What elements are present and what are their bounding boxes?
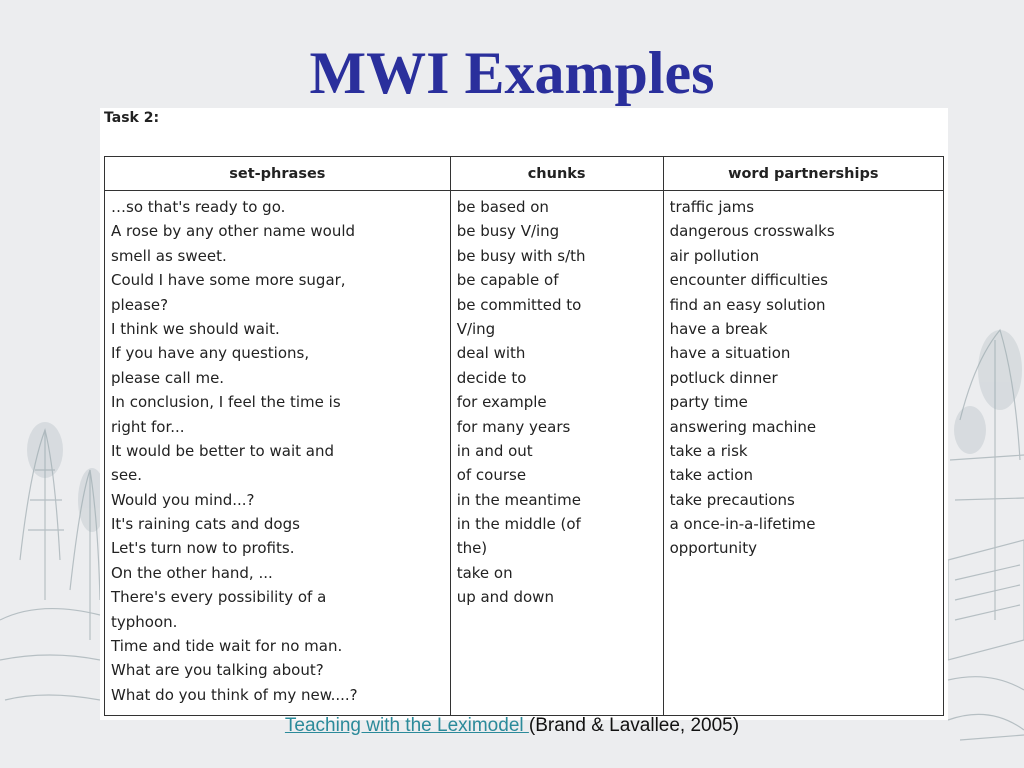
list-item: dangerous crosswalks — [669, 222, 835, 241]
list-item: of course — [456, 466, 527, 485]
list-item: take precautions — [669, 490, 795, 509]
list-item: be busy V/ing — [456, 222, 560, 241]
list-item: in the meantime — [456, 490, 581, 509]
set-phrases-cell — [105, 191, 451, 716]
list-item: potluck dinner — [669, 368, 778, 387]
list-item: answering machine — [669, 417, 817, 436]
list-item: up and down — [456, 588, 554, 607]
list-item: have a situation — [669, 344, 791, 363]
list-item: be committed to — [456, 295, 582, 314]
list-item: Would you mind...? — [111, 490, 255, 509]
list-item: It's raining cats and dogs — [111, 515, 300, 534]
list-item: It would be better to wait and — [111, 441, 335, 460]
list-item: take action — [669, 466, 753, 485]
word-partnerships-cell — [663, 191, 943, 716]
citation-reference: (Brand & Lavallee, 2005) — [528, 715, 740, 736]
list-item: right for... — [111, 417, 185, 436]
list-item: take a risk — [669, 441, 748, 460]
list-item: opportunity — [669, 539, 757, 558]
column-header-chunks: chunks — [450, 157, 663, 191]
task-image-panel — [100, 108, 948, 720]
chunks-cell — [450, 191, 663, 716]
task-label: Task 2: — [104, 110, 160, 126]
list-item: be based on — [456, 198, 549, 216]
list-item: be capable of — [456, 271, 559, 290]
mwi-examples-table — [104, 156, 944, 716]
list-item: see. — [111, 466, 143, 485]
leximodel-link[interactable]: Teaching with the Leximodel — [284, 715, 529, 736]
column-header-word-partnerships: word partnerships — [663, 157, 943, 191]
list-item: be busy with s/th — [456, 246, 586, 265]
list-item: air pollution — [669, 246, 760, 265]
list-item: traffic jams — [669, 198, 755, 216]
list-item: Could I have some more sugar, — [111, 271, 346, 290]
list-item: Let's turn now to profits. — [111, 539, 295, 558]
citation — [0, 715, 1024, 737]
list-item: a once-in-a-lifetime — [669, 515, 816, 534]
list-item: V/ing — [456, 319, 496, 338]
list-item: deal with — [456, 344, 526, 363]
list-item: There's every possibility of a — [111, 588, 327, 607]
list-item: If you have any questions, — [111, 344, 310, 363]
list-item: What do you think of my new....? — [111, 685, 358, 704]
list-item: please call me. — [111, 368, 225, 387]
list-item: …so that's ready to go. — [111, 198, 286, 216]
list-item: decide to — [456, 368, 527, 387]
list-item: Time and tide wait for no man. — [111, 637, 343, 656]
list-item: in the middle (of — [456, 515, 581, 534]
list-item: for example — [456, 393, 547, 412]
list-item: the) — [456, 539, 488, 558]
table-header-row — [105, 157, 944, 191]
list-item: take on — [456, 563, 513, 582]
list-item: encounter difficulties — [669, 271, 828, 290]
column-header-set-phrases: set-phrases — [105, 157, 451, 191]
list-item: please? — [111, 295, 169, 314]
list-item: for many years — [456, 417, 571, 436]
list-item: In conclusion, I feel the time is — [111, 393, 341, 412]
list-item: have a break — [669, 319, 768, 338]
list-item: smell as sweet. — [111, 246, 227, 265]
list-item: What are you talking about? — [111, 661, 324, 680]
list-item: A rose by any other name would — [111, 222, 356, 241]
list-item: in and out — [456, 441, 533, 460]
table-row — [105, 191, 944, 716]
list-item: typhoon. — [111, 612, 178, 631]
slide-title: MWI Examples — [309, 40, 715, 106]
list-item: On the other hand, ... — [111, 563, 273, 582]
list-item: find an easy solution — [669, 295, 826, 314]
list-item: I think we should wait. — [111, 319, 280, 338]
list-item: party time — [669, 393, 748, 412]
